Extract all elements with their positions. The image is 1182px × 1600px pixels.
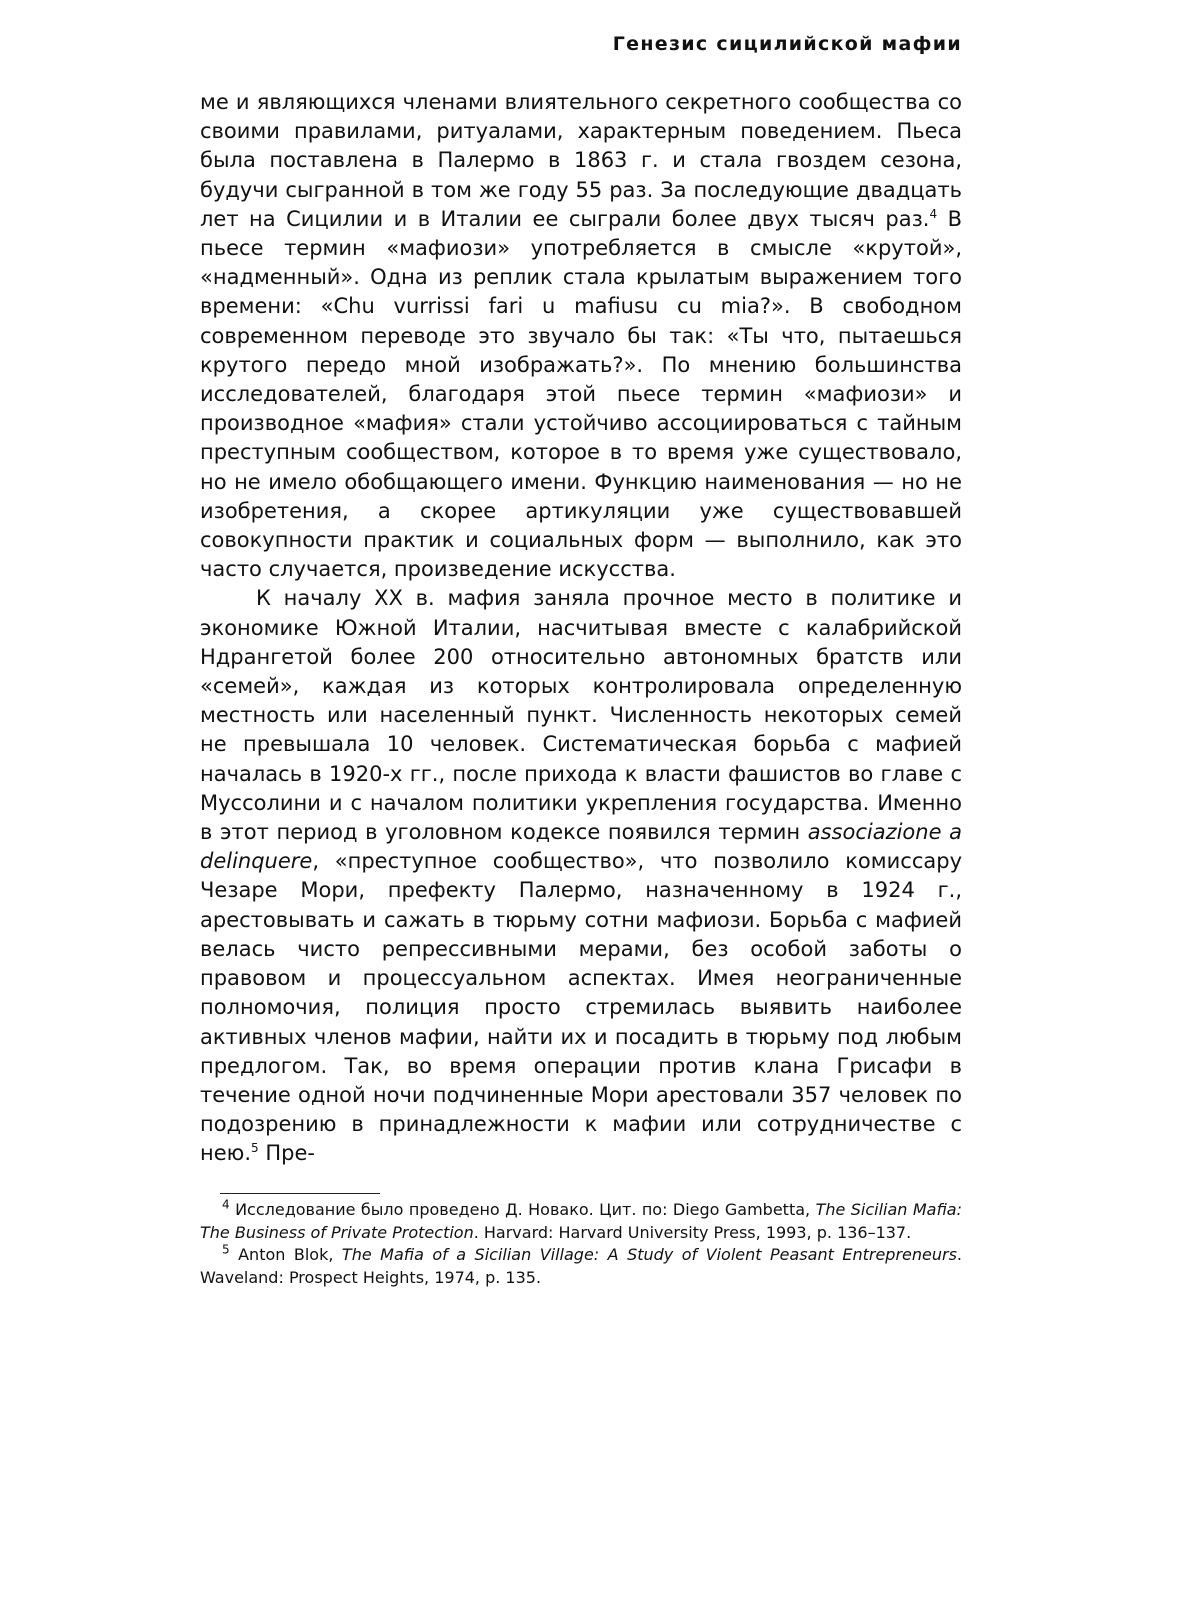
paragraph-1-text-a: ме и являющихся членами влиятельного секретного сообщества со своими правилами, ритуалами, характерным поведением. Пьеса была поставлена в Палермо в 1863 г. и стала гвоздем сезона, будучи сыгранной в том же году 55 раз. За последующие двадцать лет на Сицилии и в Италии ее сыграли более двух тысяч раз.	[200, 90, 962, 231]
footnote-ref-5: 5	[251, 1141, 259, 1156]
paragraph-1	[200, 88, 962, 584]
main-text	[200, 88, 962, 1169]
paragraph-2-text-b: , «преступное сообщество», что позволило комиссару Чезаре Мори, префекту Палермо, назначенному в 1924 г., арестовывать и сажать в тюрьму сотни мафиози. Борьба с мафией велась чисто репрессивными мерами, без особой заботы о правовом и процессуальном аспектах. Имея неограниченные полномочия, полиция просто стремилась выявить наиболее активных членов мафии, найти их и посадить в тюрьму под любым предлогом. Так, во время операции против клана Грисафи в течение одной ночи подчиненные Мори арестовали 357 человек по подозрению в принадлежности к мафии или сотрудничестве с нею.	[200, 849, 962, 1166]
footnote-5-text-b: . Waveland: Prospect Heights, 1974, p. 135.	[200, 1245, 962, 1287]
footnote-ref-4: 4	[929, 206, 938, 221]
paragraph-2-italic-term: associazione a delinquere	[200, 820, 963, 874]
paragraph-2-text-a: К началу XX в. мафия заняла прочное место в политике и экономике Южной Италии, насчитывая вместе с калабрийской Ндрангетой более 200 относительно автономных братств или «семей», каждая из которых контролировала определенную местность или населенный пункт. Численность некоторых семей не превышала 10 человек. Систематическая борьба с мафией началась в 1920-х гг., после прихода к власти фашистов во главе с Муссолини и с началом политики укрепления государства. Именно в этот период в уголовном кодексе появился термин	[200, 586, 962, 845]
footnote-mark-5: 5	[222, 1242, 230, 1257]
footnotes	[200, 1199, 962, 1289]
footnote-4-text-b: . Harvard: Harvard University Press, 1993, p. 136–137.	[473, 1222, 912, 1242]
footnote-4-title: The Sicilian Mafia: The Business of Private Protection	[200, 1200, 963, 1242]
footnote-5-text-a: Anton Blok,	[229, 1245, 342, 1264]
footnote-mark-4: 4	[222, 1197, 230, 1212]
footnote-4	[200, 1199, 962, 1244]
paragraph-2-text-c: Пре-	[258, 1141, 315, 1166]
footnote-5	[200, 1244, 962, 1289]
paragraph-1-text-b: В пьесе термин «мафиози» употребляется в смысле «крутой», «надменный». Одна из реплик стала крылатым выражением того времени: «Chu vurrissi fari u mafiusu cu mia?». В свободном современном переводе это звучало бы так: «Ты что, пытаешься крутого передо мной изображать?». По мнению большинства исследователей, благодаря этой пьесе термин «мафиози» и производное «мафия» стали устойчиво ассоциироваться с тайным преступным сообществом, которое в то время уже существовало, но не имело обобщающего имени. Функцию наименования — но не изобретения, а скорее артикуляции уже существовавшей совокупности практик и социальных форм — выполнило, как это часто случается, произведение искусства.	[200, 206, 962, 582]
footnote-divider	[220, 1193, 380, 1194]
footnote-5-title: The Mafia of a Sicilian Village: A Study of Violent Peasant Entrepreneurs	[341, 1245, 957, 1264]
footnote-4-text-a: Исследование было проведено Д. Новако. Цит. по: Diego Gambetta,	[229, 1200, 816, 1219]
running-head: Генезис сицилийской мафии	[612, 33, 962, 55]
paragraph-2	[200, 584, 962, 1168]
